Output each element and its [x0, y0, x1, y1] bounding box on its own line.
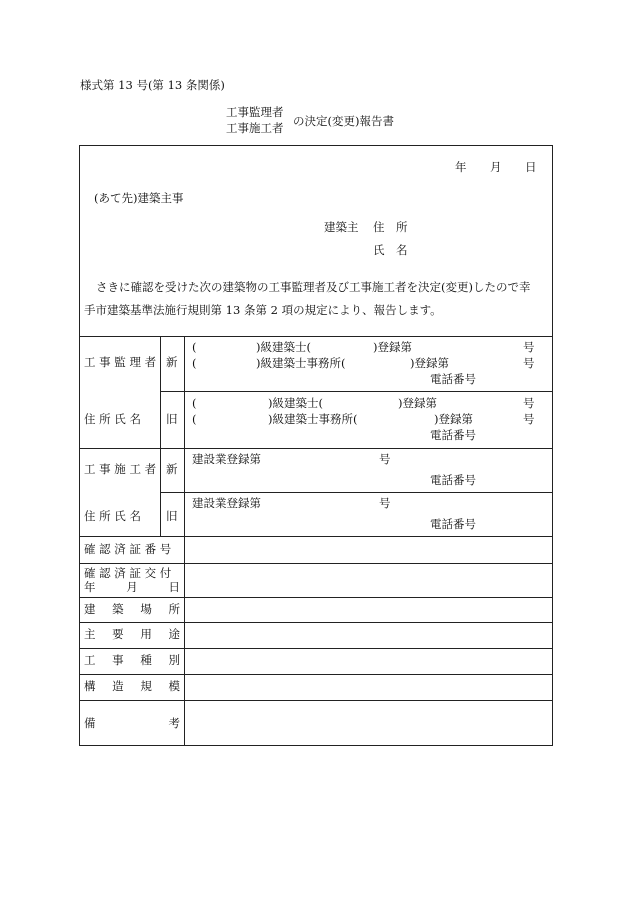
supervisor-old-go: 号: [523, 396, 535, 410]
supervisor-new-office: )級建築士事務所(: [256, 356, 346, 370]
supervisor-new-phone: 電話番号: [430, 372, 476, 386]
main-use-label: 主 要 用 途: [84, 627, 180, 641]
body-text-line1: さきに確認を受けた次の建築物の工事監理者及び工事施工者を決定(変更)したので幸: [96, 280, 531, 294]
constructor-old-reg: 建設業登録第: [192, 496, 261, 510]
building-site-label: 建 築 場 所: [84, 602, 180, 616]
constructor-new-label: 新: [166, 462, 178, 476]
supervisor-new-label: 新: [166, 355, 178, 369]
supervisor-address-name-label: 住 所 氏 名: [84, 412, 141, 426]
supervisor-old-office-paren: (: [192, 412, 197, 426]
date-year: 年: [455, 160, 467, 174]
work-type-label: 工 事 種 別: [84, 653, 180, 667]
constructor-address-name-label: 住 所 氏 名: [84, 509, 141, 523]
supervisor-new-paren: (: [192, 340, 197, 354]
supervisor-new-go: 号: [523, 340, 535, 354]
owner-address-label: 住 所: [373, 220, 408, 234]
constructor-new-phone: 電話番号: [430, 473, 476, 487]
supervisor-label: 工 事 監 理 者: [84, 355, 157, 369]
owner-name-label: 氏 名: [373, 243, 408, 257]
constructor-old-go: 号: [379, 496, 391, 510]
supervisor-old-class: )級建築士(: [268, 396, 323, 410]
supervisor-old-phone: 電話番号: [430, 428, 476, 442]
title-suffix: の決定(変更)報告書: [293, 114, 394, 128]
constructor-new-go: 号: [379, 452, 391, 466]
supervisor-old-office-go: 号: [523, 412, 535, 426]
supervisor-new-office-go: 号: [523, 356, 535, 370]
supervisor-old-reg: )登録第: [398, 396, 437, 410]
body-text-line2: 手市建築基準法施行規則第 13 条第 2 項の規定により、報告します。: [84, 303, 442, 317]
cert-date-ymd: [84, 582, 180, 594]
date-month: 月: [490, 160, 502, 174]
constructor-label: 工 事 施 工 者: [84, 462, 157, 476]
supervisor-old-label: 旧: [166, 412, 178, 426]
constructor-old-phone: 電話番号: [430, 517, 476, 531]
structure-scale-label: 構 造 規 模: [84, 679, 180, 693]
supervisor-new-office-paren: (: [192, 356, 197, 370]
supervisor-old-office-reg: )登録第: [434, 412, 473, 426]
addressee: (あて先)建築主事: [94, 191, 184, 205]
constructor-new-reg: 建設業登録第: [192, 452, 261, 466]
supervisor-old-office: )級建築士事務所(: [268, 412, 358, 426]
supervisor-new-class: )級建築士(: [256, 340, 311, 354]
date-day: 日: [525, 160, 537, 174]
form-number: 様式第 13 号(第 13 条関係): [80, 78, 225, 92]
cert-date-year: 年: [84, 580, 96, 594]
remarks-label: 備 考: [84, 716, 180, 730]
supervisor-new-office-reg: )登録第: [410, 356, 449, 370]
title-option-constructor: 工事施工者: [226, 121, 284, 135]
constructor-old-label: 旧: [166, 509, 178, 523]
cert-date-day: 日: [168, 580, 180, 594]
cert-date-label: 確 認 済 証 交 付: [84, 566, 172, 580]
cert-number-label: 確 認 済 証 番 号: [84, 542, 172, 556]
supervisor-new-reg: )登録第: [373, 340, 412, 354]
supervisor-old-paren: (: [192, 396, 197, 410]
title-option-supervisor: 工事監理者: [226, 105, 284, 119]
cert-date-month: 月: [126, 580, 138, 594]
owner-label: 建築主: [324, 220, 359, 234]
